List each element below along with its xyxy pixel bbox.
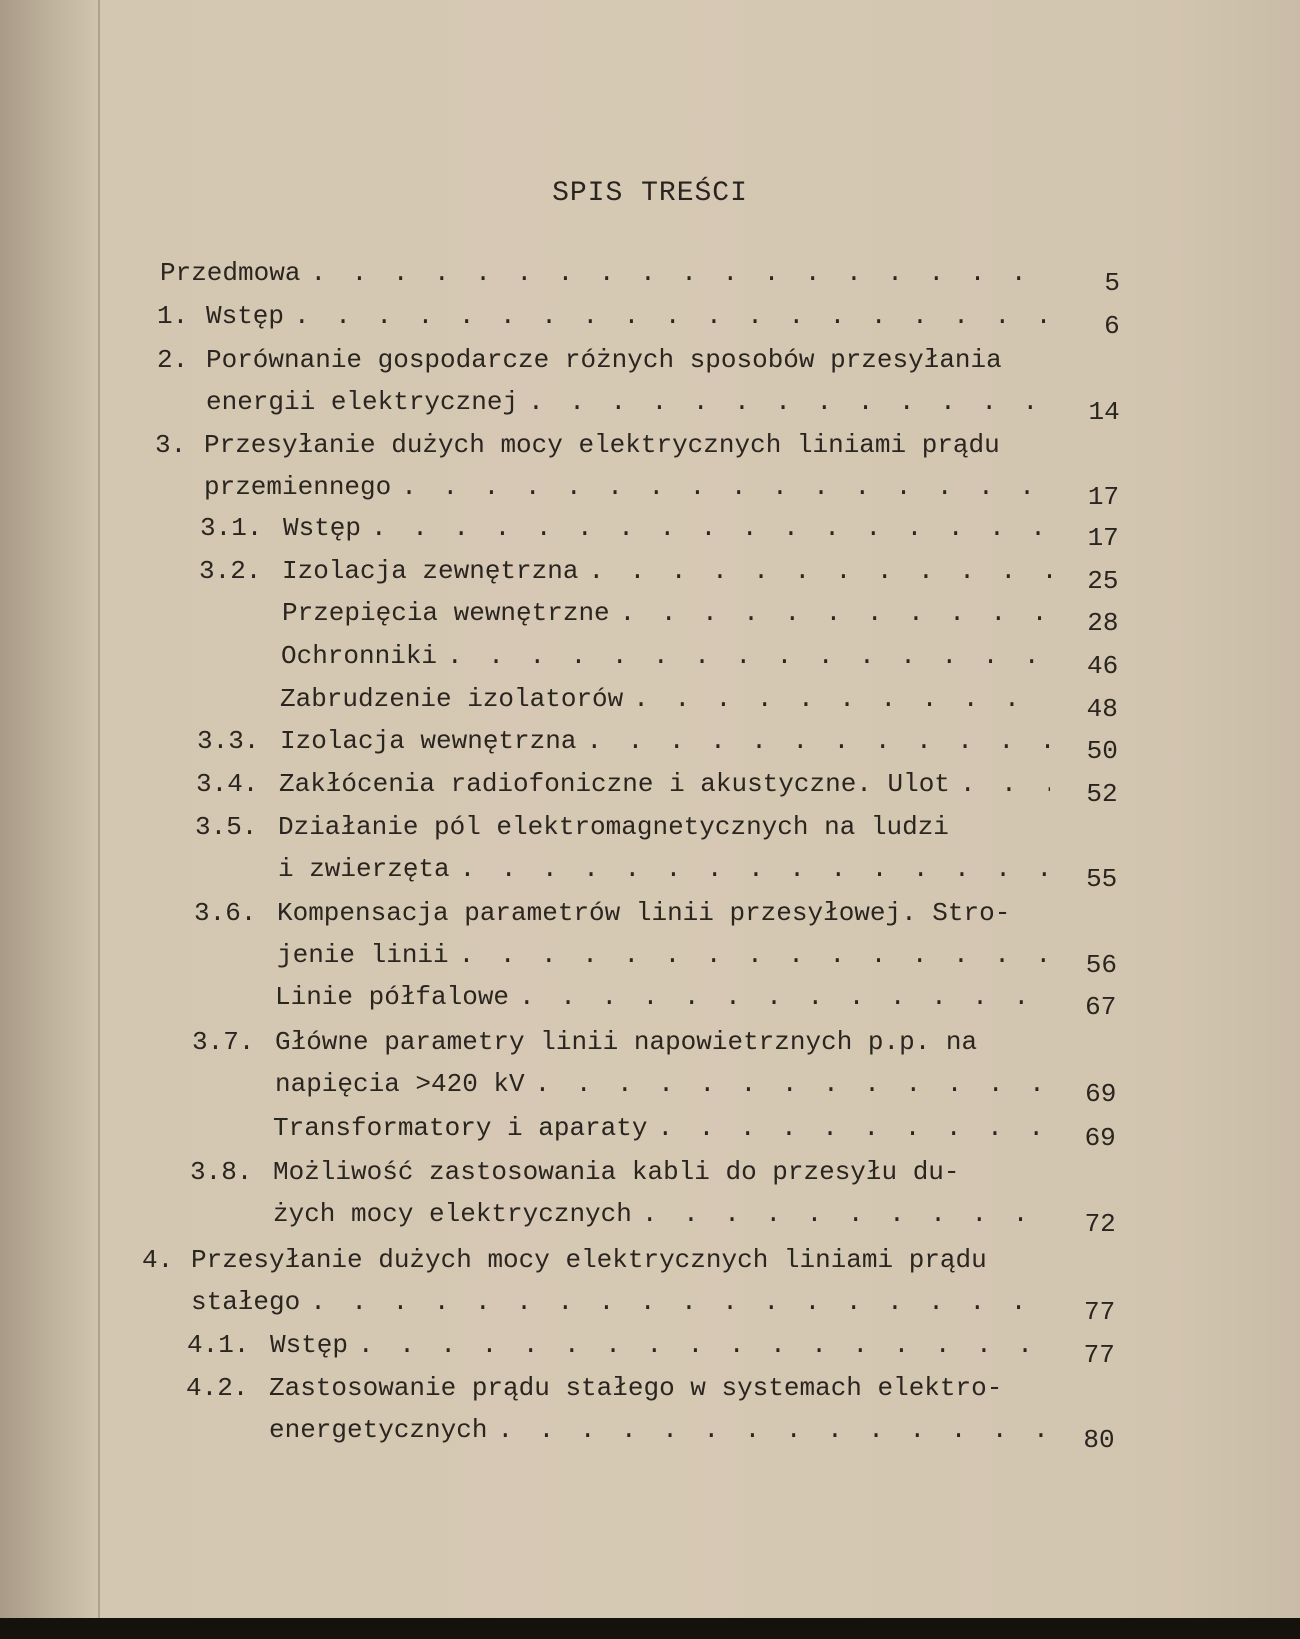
- toc-entry-continuation: [191, 1287, 1050, 1317]
- toc-entry: [190, 1157, 1048, 1187]
- toc-entry-number: 4.1.: [187, 1330, 250, 1360]
- toc-page-number: 17: [1087, 523, 1119, 553]
- toc-entry-title: Przesyłanie dużych mocy elektrycznych liniami prądu: [191, 1245, 987, 1275]
- toc-entry-title: stałego: [191, 1287, 301, 1317]
- dot-leader: [497, 1415, 1046, 1445]
- dot-leader: [586, 726, 1049, 756]
- toc-entry: [197, 726, 1050, 756]
- toc-page-number: 69: [1085, 1079, 1117, 1109]
- toc-entry: [273, 1113, 1048, 1143]
- toc-entry-title: i zwierzęta: [278, 854, 450, 884]
- toc-entry-number: 3.2.: [199, 556, 262, 586]
- toc-entry-number: 3.7.: [192, 1027, 255, 1057]
- toc-entry-title: napięcia >420 kV: [275, 1069, 525, 1099]
- dot-leader: [310, 1287, 1050, 1317]
- toc-page-number: 50: [1086, 736, 1118, 766]
- toc-entry: [142, 1245, 1050, 1275]
- toc-entry: [199, 556, 1051, 586]
- toc-entry: [194, 898, 1049, 928]
- toc-entry-title: Wstęp: [270, 1330, 349, 1360]
- dot-leader: [642, 1199, 1048, 1229]
- dot-leader: [535, 1069, 1049, 1099]
- toc-entry-number: 3.6.: [194, 898, 257, 928]
- toc-entry-title: żych mocy elektrycznych: [273, 1199, 632, 1229]
- page-title: SPIS TREŚCI: [552, 178, 748, 209]
- toc-entry-continuation: [277, 940, 1049, 970]
- dot-leader: [588, 556, 1050, 586]
- toc-entry-title: energetycznych: [269, 1415, 488, 1445]
- dot-leader: [401, 472, 1054, 502]
- toc-entry-title: Wstęp: [206, 301, 285, 331]
- toc-entry: [187, 1330, 1047, 1360]
- toc-page-number: 14: [1088, 397, 1120, 427]
- toc-entry: [282, 598, 1051, 628]
- toc-entry-continuation: [273, 1199, 1048, 1229]
- toc-page-number: 28: [1087, 608, 1119, 638]
- toc-page-number: 55: [1086, 864, 1118, 894]
- dot-leader: [459, 940, 1049, 970]
- toc-entry: [275, 982, 1048, 1012]
- toc-page-number: 46: [1086, 651, 1119, 681]
- toc-entry-number: 4.2.: [186, 1373, 249, 1403]
- toc-entry-title: Przedmowa: [160, 258, 301, 288]
- toc-page-number: 77: [1083, 1297, 1116, 1327]
- toc-entry-continuation: [275, 1069, 1048, 1099]
- toc-page-number: 77: [1083, 1340, 1115, 1370]
- toc-entry-continuation: [206, 387, 1055, 417]
- toc-page-number: 80: [1083, 1425, 1115, 1455]
- toc-entry: [186, 1373, 1047, 1403]
- toc-entry-title: Możliwość zastosowania kabli do przesyłu du-: [273, 1157, 960, 1187]
- toc-entry-number: 2.: [157, 345, 189, 375]
- toc-entry: [280, 684, 1050, 714]
- toc-entry-title: przemiennego: [204, 472, 392, 502]
- toc-entry: [200, 513, 1051, 543]
- toc-page-number: 69: [1084, 1123, 1116, 1153]
- dot-leader: [620, 598, 1051, 628]
- toc-entry-number: 3.: [155, 430, 187, 460]
- dot-leader: [633, 684, 1050, 714]
- dot-leader: [528, 387, 1055, 417]
- toc-page-number: 67: [1085, 992, 1117, 1022]
- dot-leader: [960, 769, 1050, 799]
- toc-entry-number: 1.: [157, 301, 189, 331]
- toc-entry-continuation: [269, 1415, 1047, 1445]
- toc-entry: [157, 345, 1055, 375]
- toc-entry-title: Porównanie gospodarcze różnych sposobów przesyłania: [206, 345, 1002, 375]
- dot-leader: [358, 1330, 1047, 1360]
- dot-leader: [519, 982, 1048, 1012]
- toc-entry-number: 3.5.: [195, 812, 258, 842]
- toc-entry-title: Izolacja wewnętrzna: [280, 726, 577, 756]
- toc-entry: [195, 812, 1049, 842]
- toc-page-number: 56: [1085, 950, 1117, 980]
- toc-page-number: 6: [1104, 311, 1120, 341]
- toc-entry: [192, 1027, 1048, 1057]
- toc-entry-title: energii elektrycznej: [206, 387, 519, 417]
- toc-entry-title: Przesyłanie dużych mocy elektrycznych liniami prądu: [204, 430, 1000, 460]
- dot-leader: [447, 641, 1050, 671]
- toc-entry-number: 3.3.: [197, 726, 260, 756]
- page-bottom-edge: [0, 1618, 1300, 1639]
- toc-page-number: 52: [1086, 779, 1118, 809]
- toc-entry-title: Izolacja zewnętrzna: [282, 556, 579, 586]
- toc-entry-title: Główne parametry linii napowietrznych p.p. na: [275, 1027, 978, 1057]
- toc-entry-continuation: [204, 472, 1054, 502]
- dot-leader: [657, 1113, 1047, 1143]
- dot-leader: [460, 854, 1050, 884]
- toc-entry-title: Kompensacja parametrów linii przesyłowej. Stro-: [277, 898, 1011, 928]
- toc-entry: [281, 641, 1050, 671]
- toc-entry-number: 3.8.: [190, 1157, 253, 1187]
- toc-page-number: 48: [1086, 694, 1118, 724]
- toc-entry: [196, 769, 1050, 799]
- dot-leader: [371, 513, 1051, 543]
- toc-page-number: 72: [1084, 1209, 1116, 1239]
- toc-page-number: 25: [1087, 566, 1119, 596]
- toc-page-number: 5: [1104, 268, 1120, 298]
- toc-entry-number: 3.1.: [200, 513, 263, 543]
- toc-entry-title: Zabrudzenie izolatorów: [280, 684, 624, 714]
- toc-entry: [155, 430, 1054, 460]
- dot-leader: [294, 301, 1055, 331]
- toc-entry-number: 3.4.: [196, 769, 259, 799]
- toc-page-number: 17: [1087, 482, 1120, 512]
- toc-entry-title: Wstęp: [283, 513, 362, 543]
- toc-entry-title: Przepięcia wewnętrzne: [282, 598, 610, 628]
- toc-entry: [160, 258, 1055, 288]
- toc-entry-title: Zakłócenia radiofoniczne i akustyczne. Ulot: [279, 769, 950, 799]
- toc-entry-title: Ochronniki: [281, 641, 438, 671]
- toc-entry-title: Transformatory i aparaty: [273, 1113, 648, 1143]
- toc-entry-title: Działanie pól elektromagnetycznych na ludzi: [278, 812, 949, 842]
- toc-entry-title: Linie półfalowe: [275, 982, 510, 1012]
- toc-entry: [157, 301, 1055, 331]
- toc-entry-number: 4.: [142, 1245, 174, 1275]
- toc-entry-title: Zastosowanie prądu stałego w systemach elektro-: [269, 1373, 1003, 1403]
- toc-entry-title: jenie linii: [277, 940, 449, 970]
- toc-entry-continuation: [278, 854, 1049, 884]
- dot-leader: [310, 258, 1055, 288]
